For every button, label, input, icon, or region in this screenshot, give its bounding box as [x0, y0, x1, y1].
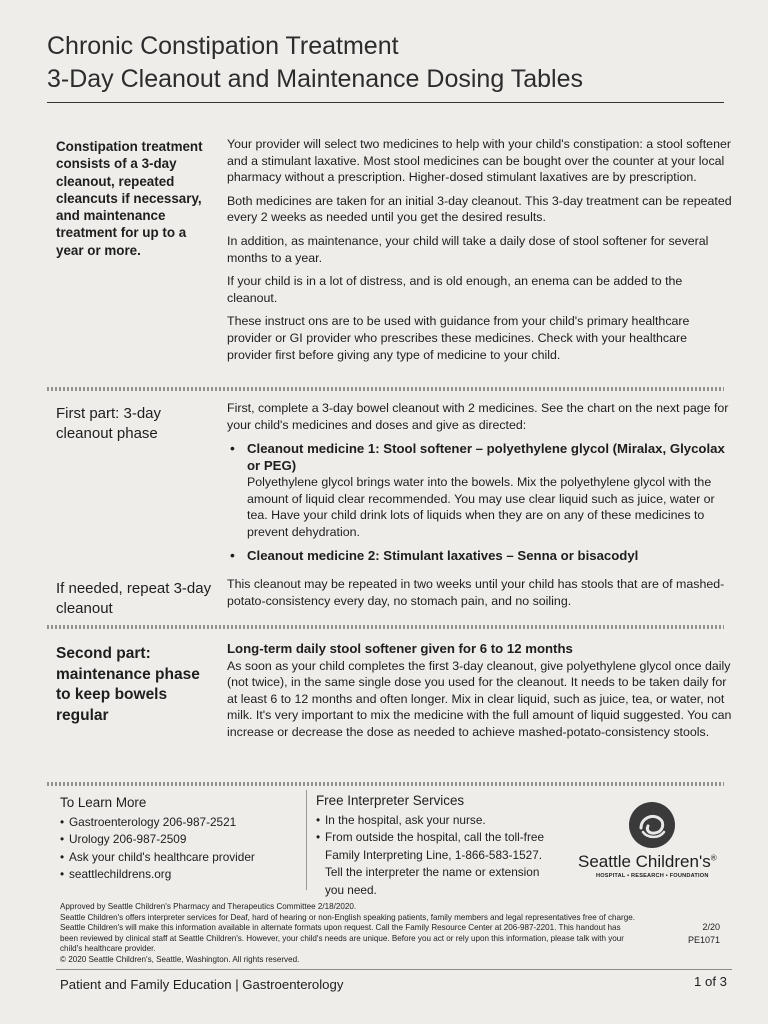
title-line-1: Chronic Constipation Treatment: [47, 32, 399, 60]
approval-note: Approved by Seattle Children's Pharmacy and Therapeutics Committee 2/18/2020.: [60, 902, 357, 911]
logo-wordmark: Seattle Children's®: [578, 852, 717, 871]
interpreter-item: • In the hospital, ask your nurse.: [316, 812, 548, 830]
footer-column-divider: [306, 790, 307, 890]
disclaimer: Seattle Children's offers interpreter services for Deaf, hard of hearing or non-English speaking patients, family members and legal representatives free of charge. Seattle Children's will make this information available in alternate formats upon request. Call the Family Resource Center at 206-987-2201. This handout has been reviewed by clinical staff at Seattle Children's. However, your child's needs are unique. Before you act or rely upon this information, please talk with your child's healthcare provider.: [60, 913, 635, 953]
learn-more-box: [60, 794, 300, 884]
interpreter-title: Free Interpreter Services: [316, 793, 465, 808]
section-divider: [47, 625, 724, 629]
repeat-heading: If needed, repeat 3-day cleanout: [56, 580, 212, 617]
cleanout-body: [227, 400, 732, 564]
medicine-1-title: • Cleanout medicine 1: Stool softener – polyethylene glycol (Miralax, Glycolax or PEG): [247, 441, 725, 474]
footer-divider: [47, 782, 724, 786]
intro-paragraph: In addition, as maintenance, your child will take a daily dose of stool softener for several months to a year.: [227, 233, 709, 265]
department-label: Patient and Family Education | Gastroenterology: [60, 977, 344, 992]
repeat-text: This cleanout may be repeated in two weeks until your child has stools that are of mashed-potato-consistency every day, no stomach pain, and no soiling.: [227, 577, 725, 608]
interpreter-item: • From outside the hospital, call the toll-free Family Interpreting Line, 1-866-583-1527. Tell the interpreter the name or extension you need.: [316, 829, 548, 899]
medicine-1-description: Polyethylene glycol brings water into the bowels. Mix the polyethylene glycol with the amount of liquid clear recommended. You may use clear liquid such as juice, water or tea. Have your child drink lots of liquids when they are on any of these medicines to prevent dehydration.: [247, 475, 715, 539]
repeat-body: [227, 576, 732, 616]
intro-paragraph: These instruct ons are to be used with guidance from your child's primary healthcare provider or GI provider who prescribes these medicines. Check with your healthcare provider first before giving any type of medicine to your child.: [227, 314, 690, 362]
learn-more-list: [60, 814, 300, 884]
interpreter-list: [316, 812, 548, 900]
whale-logo-icon: [629, 802, 675, 848]
cleanout-medicine-list: [227, 440, 732, 563]
learn-more-title: To Learn More: [60, 795, 147, 810]
medicine-2-title: • Cleanout medicine 2: Stimulant laxatives – Senna or bisacodyl: [247, 547, 639, 563]
document-code: PE1071: [688, 935, 721, 945]
bottom-divider: [56, 969, 732, 970]
maintenance-text: As soon as your child completes the first 3-day cleanout, give polyethylene glycol once daily (not twice), in the same single dose you used for the cleanout. It needs to be taken daily for at least 6 to 12 months and often longer. Mix in clear liquid, such as juice, tea, or water, not milk. It's very important to mix the medicine with the full amount of liquid suggested. You can increase or decrease the dose as needed to achieve mashed-potato-consistency stools.: [227, 658, 732, 739]
intro-body: [227, 136, 732, 370]
logo-tagline: HOSPITAL • RESEARCH • FOUNDATION: [596, 873, 709, 879]
title-divider: [47, 102, 724, 103]
maintenance-heading: Second part: maintenance phase to keep bowels regular: [56, 645, 200, 724]
date-code: 2/20: [702, 922, 721, 932]
page-title: [47, 30, 583, 96]
title-line-2: 3-Day Cleanout and Maintenance Dosing Tables: [47, 65, 583, 93]
intro-paragraph: Your provider will select two medicines to help with your child's constipation: a stool softener and a stimulant laxative. Most stool medicines can be bought over the counter at your local pharmacy without a prescription. Higher-dosed stimulant laxatives are by prescription.: [227, 137, 731, 185]
maintenance-subheading: Long-term daily stool softener given for 6 to 12 months: [227, 641, 573, 656]
interpreter-box: [316, 792, 548, 899]
learn-more-item: • Ask your child's healthcare provider: [60, 849, 300, 867]
section-divider: [47, 387, 724, 391]
cleanout-medicine-1: [227, 440, 732, 540]
intro-paragraph: Both medicines are taken for an initial 3-day cleanout. This 3-day treatment can be repeated every 2 weeks as needed until you get the desired results.: [227, 193, 732, 225]
intro-paragraph: If your child is in a lot of distress, and is old enough, an enema can be added to the cleanout.: [227, 274, 683, 305]
intro-sidebar-summary: Constipation treatment consists of a 3-day cleanout, repeated cleancuts if necessary, and maintenance treatment for up to a year or more.: [56, 139, 203, 258]
maintenance-body: [227, 641, 732, 748]
document-codes: [688, 921, 720, 947]
cleanout-medicine-2: [227, 547, 732, 564]
fine-print: [60, 902, 640, 966]
seattle-childrens-logo: [578, 802, 738, 879]
copyright: © 2020 Seattle Children's, Seattle, Washington. All rights reserved.: [60, 955, 300, 965]
cleanout-intro: First, complete a 3-day bowel cleanout with 2 medicines. See the chart on the next page for your child's medicines and doses and give as directed:: [227, 401, 729, 432]
learn-more-item: • Gastroenterology 206-987-2521: [60, 814, 300, 832]
learn-more-item: • seattlechildrens.org: [60, 866, 300, 884]
learn-more-item: • Urology 206-987-2509: [60, 831, 300, 849]
cleanout-heading: First part: 3-day cleanout phase: [56, 405, 162, 442]
page-number: 1 of 3: [694, 974, 727, 989]
